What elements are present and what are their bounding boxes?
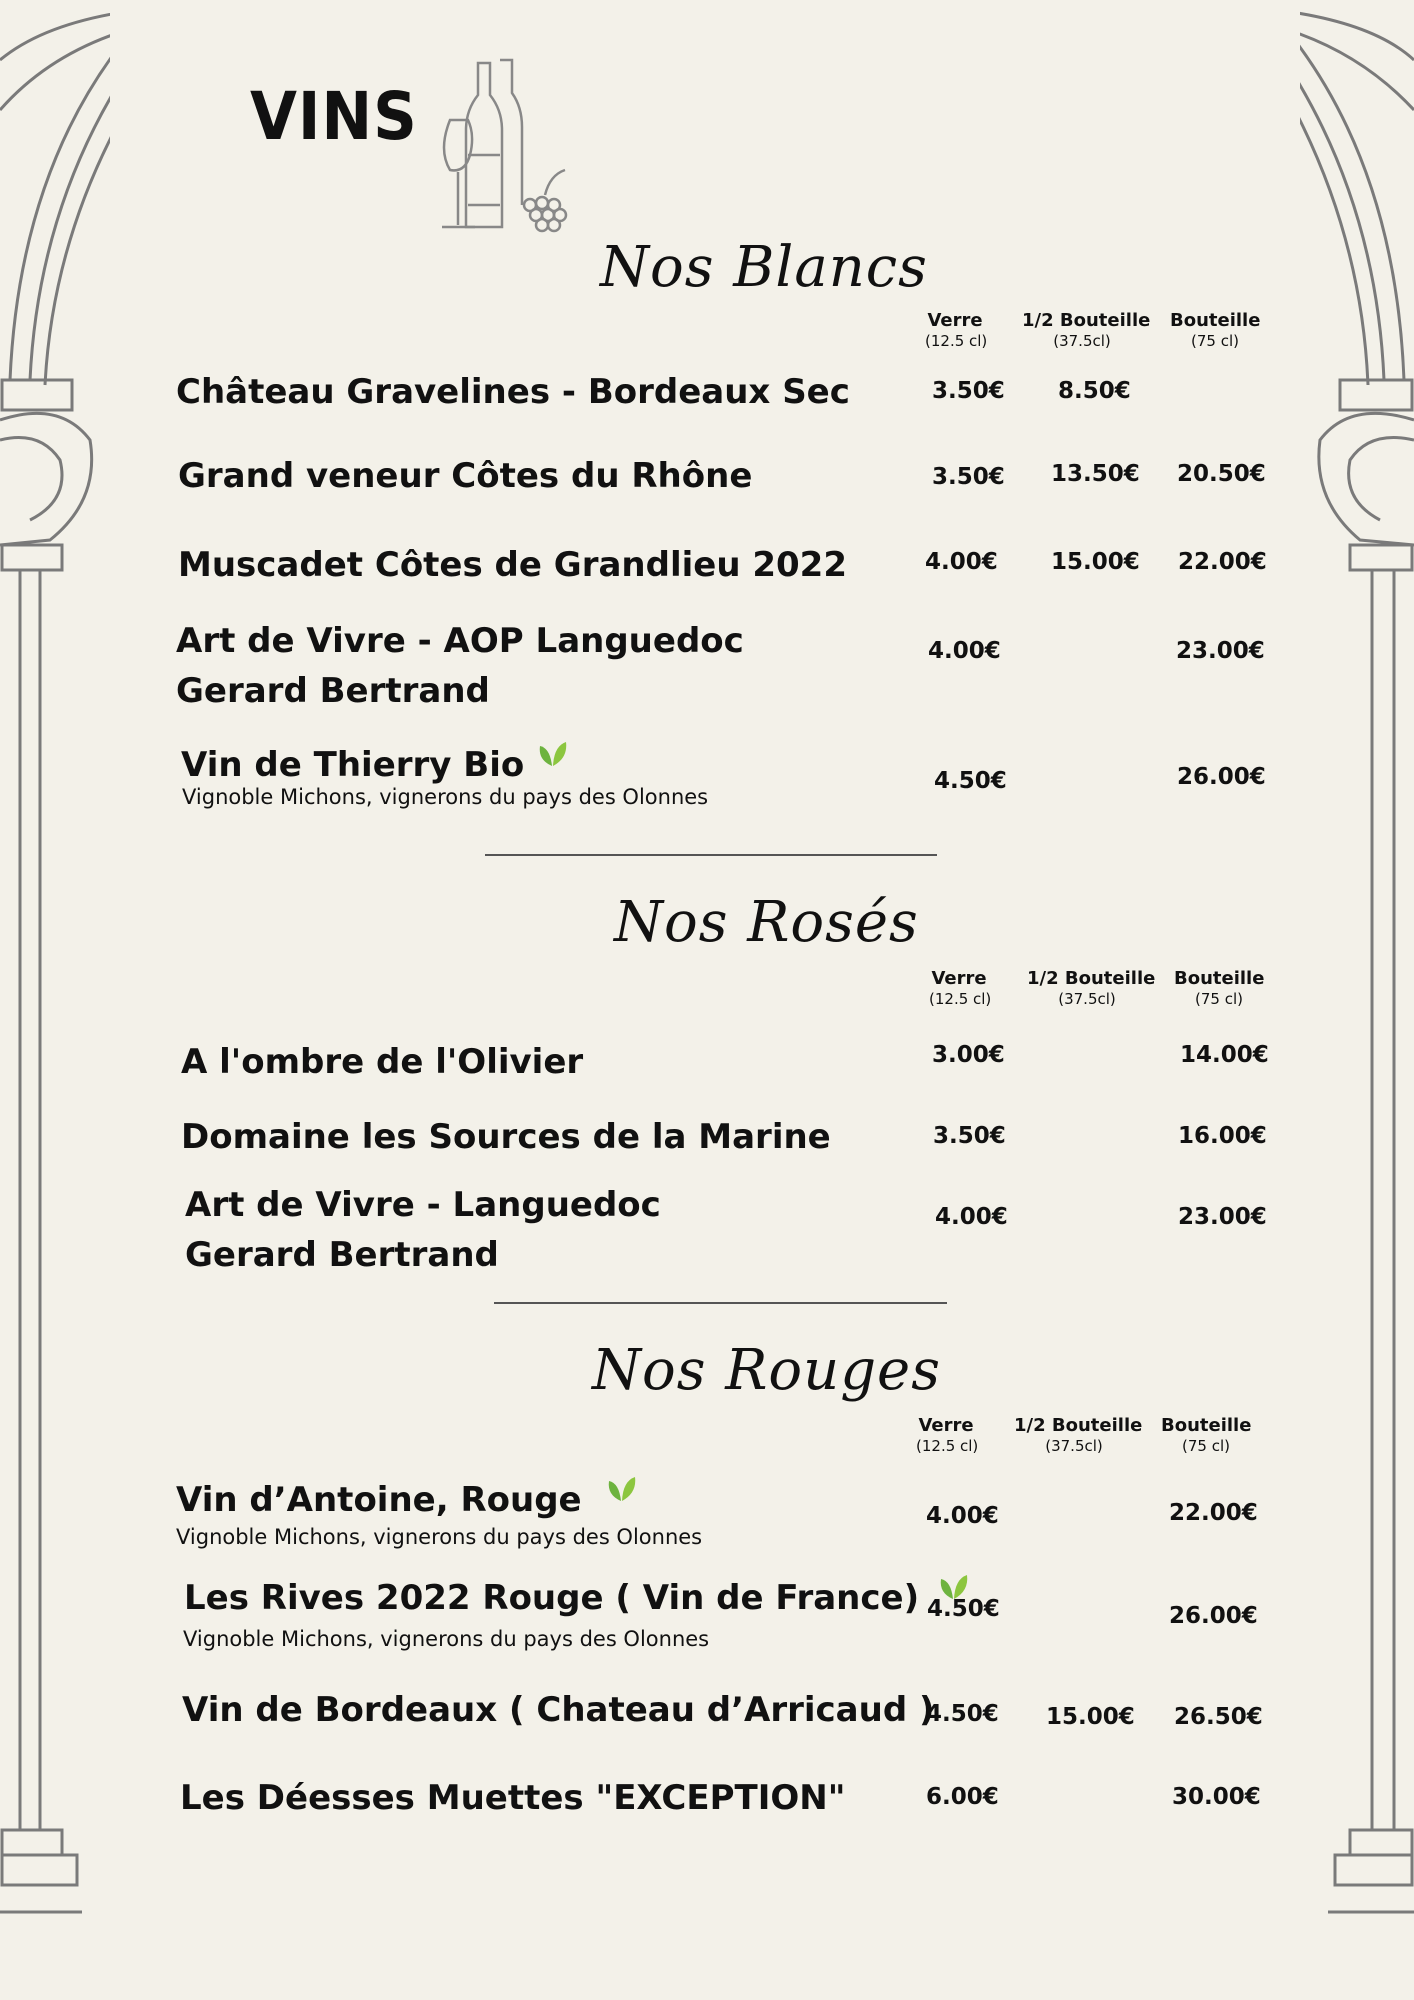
price-verre: 3.50€ [933, 1123, 1006, 1149]
arch-column-right-icon [1300, 0, 1414, 1920]
wine-name: Vin de Thierry Bio [181, 740, 570, 790]
price-verre: 4.00€ [925, 549, 998, 575]
price-bouteille: 23.00€ [1176, 638, 1265, 664]
section-heading-roses: Nos Rosés [614, 890, 919, 955]
column-header-demi: 1/2 Bouteille (37.5cl) [1027, 968, 1156, 1008]
price-verre: 6.00€ [926, 1784, 999, 1810]
wine-name: Vin d’Antoine, Rouge [176, 1475, 639, 1525]
price-bouteille: 14.00€ [1180, 1042, 1269, 1068]
wine-name: Domaine les Sources de la Marine [181, 1117, 831, 1157]
leaf-icon [605, 1475, 639, 1505]
price-demi: 15.00€ [1051, 549, 1140, 575]
price-bouteille: 20.50€ [1177, 461, 1266, 487]
wine-subtitle: Vignoble Michons, vignerons du pays des Olonnes [183, 1627, 710, 1651]
wine-name: A l'ombre de l'Olivier [181, 1042, 584, 1082]
price-verre: 4.00€ [928, 638, 1001, 664]
price-verre: 4.50€ [926, 1701, 999, 1727]
price-bouteille: 23.00€ [1178, 1204, 1267, 1230]
price-verre: 3.50€ [932, 378, 1005, 404]
wine-subtitle: Vignoble Michons, vignerons du pays des Olonnes [182, 785, 709, 809]
section-divider [494, 1302, 947, 1304]
wine-name: Les Déesses Muettes "EXCEPTION" [180, 1778, 846, 1818]
price-bouteille: 16.00€ [1178, 1123, 1267, 1149]
price-verre: 4.50€ [934, 768, 1007, 794]
price-verre: 4.00€ [926, 1503, 999, 1529]
column-header-bouteille: Bouteille (75 cl) [1174, 968, 1265, 1008]
wine-name: Vin de Bordeaux ( Chateau d’Arricaud ) [182, 1690, 935, 1730]
column-header-demi: 1/2 Bouteille (37.5cl) [1014, 1415, 1143, 1455]
column-header-verre: Verre (12.5 cl) [929, 968, 992, 1008]
column-header-demi: 1/2 Bouteille (37.5cl) [1022, 310, 1151, 350]
price-bouteille: 26.50€ [1174, 1704, 1263, 1730]
page-title: VINS [250, 78, 418, 155]
price-bouteille: 26.00€ [1169, 1603, 1258, 1629]
wine-name: Muscadet Côtes de Grandlieu 2022 [178, 545, 847, 585]
wine-producer: Gerard Bertrand [176, 671, 490, 711]
column-header-verre: Verre (12.5 cl) [925, 310, 988, 350]
section-heading-blancs: Nos Blancs [600, 235, 928, 300]
wine-subtitle: Vignoble Michons, vignerons du pays des Olonnes [176, 1525, 703, 1549]
price-demi: 15.00€ [1046, 1704, 1135, 1730]
wine-name: Art de Vivre - AOP Languedoc [176, 621, 744, 661]
price-verre: 4.00€ [935, 1204, 1008, 1230]
price-verre: 3.50€ [932, 464, 1005, 490]
wine-producer: Gerard Bertrand [185, 1235, 499, 1275]
wine-name: Art de Vivre - Languedoc [185, 1185, 661, 1225]
wine-bottles-icon [420, 55, 600, 235]
wine-name: Les Rives 2022 Rouge ( Vin de France) [184, 1573, 971, 1623]
price-verre: 3.00€ [932, 1042, 1005, 1068]
section-divider [485, 854, 937, 856]
price-demi: 13.50€ [1051, 461, 1140, 487]
price-bouteille: 22.00€ [1169, 1500, 1258, 1526]
price-verre: 4.50€ [927, 1596, 1000, 1622]
column-header-verre: Verre (12.5 cl) [916, 1415, 979, 1455]
price-bouteille: 26.00€ [1177, 764, 1266, 790]
column-header-bouteille: Bouteille (75 cl) [1170, 310, 1261, 350]
arch-column-left-icon [0, 0, 110, 1920]
wine-name: Château Gravelines - Bordeaux Sec [176, 372, 850, 412]
price-bouteille: 30.00€ [1172, 1784, 1261, 1810]
price-bouteille: 22.00€ [1178, 549, 1267, 575]
section-heading-rouges: Nos Rouges [592, 1338, 941, 1403]
column-header-bouteille: Bouteille (75 cl) [1161, 1415, 1252, 1455]
leaf-icon [536, 740, 570, 770]
wine-name: Grand veneur Côtes du Rhône [178, 456, 753, 496]
price-demi: 8.50€ [1058, 378, 1131, 404]
